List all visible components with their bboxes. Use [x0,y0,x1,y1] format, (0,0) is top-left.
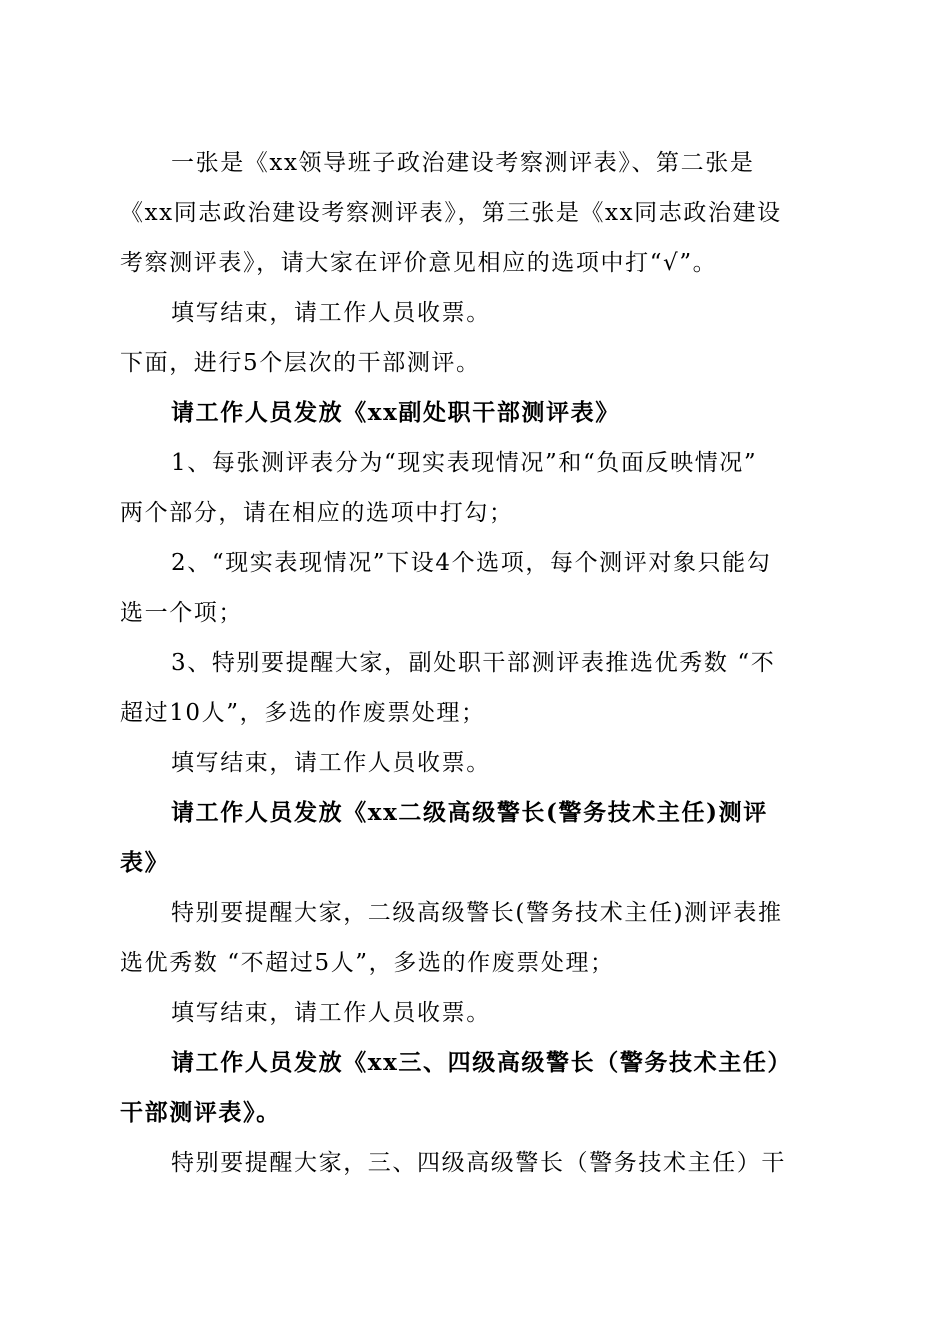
paragraph-line: 特别要提醒大家，三、四级高级警长（警务技术主任）干 [171,1150,786,1176]
section-heading: 请工作人员发放《xx三、四级高级警长（警务技术主任） [171,1049,793,1076]
paragraph-line: 一张是《xx领导班子政治建设考察测评表》、第二张是 [171,150,755,176]
paragraph-line: 超过10人”，多选的作废票处理； [120,700,486,726]
paragraph-line: 1、每张测评表分为“现实表现情况”和“负面反映情况” [171,450,758,476]
paragraph-line: 3、特别要提醒大家，副处职干部测评表推选优秀数 “不 [171,650,776,676]
paragraph-line: 选优秀数 “不超过5人”，多选的作废票处理； [120,950,615,976]
paragraph-line: 填写结束，请工作人员收票。 [171,300,491,326]
paragraph-line: 填写结束，请工作人员收票。 [171,1000,491,1026]
paragraph-line: 下面，进行5个层次的干部测评。 [120,350,481,376]
section-heading: 干部测评表》。 [120,1099,281,1126]
paragraph-line: 两个部分，请在相应的选项中打勾； [120,500,514,526]
paragraph-line: 2、“现实表现情况”下设4个选项，每个测评对象只能勾 [171,550,772,576]
section-heading: 请工作人员发放《xx副处职干部测评表》 [171,399,620,426]
section-heading: 表》 [120,849,170,876]
section-heading: 请工作人员发放《xx二级高级警长(警务技术主任)测评 [171,799,768,826]
paragraph-line: 选一个项； [120,600,243,626]
paragraph-line: 《xx同志政治建设考察测评表》，第三张是《xx同志政治建设 [120,200,782,226]
paragraph-line: 特别要提醒大家，二级高级警长(警务技术主任)测评表推 [171,900,783,926]
paragraph-line: 考察测评表》，请大家在评价意见相应的选项中打“√”。 [120,250,718,276]
paragraph-line: 填写结束，请工作人员收票。 [171,750,491,776]
